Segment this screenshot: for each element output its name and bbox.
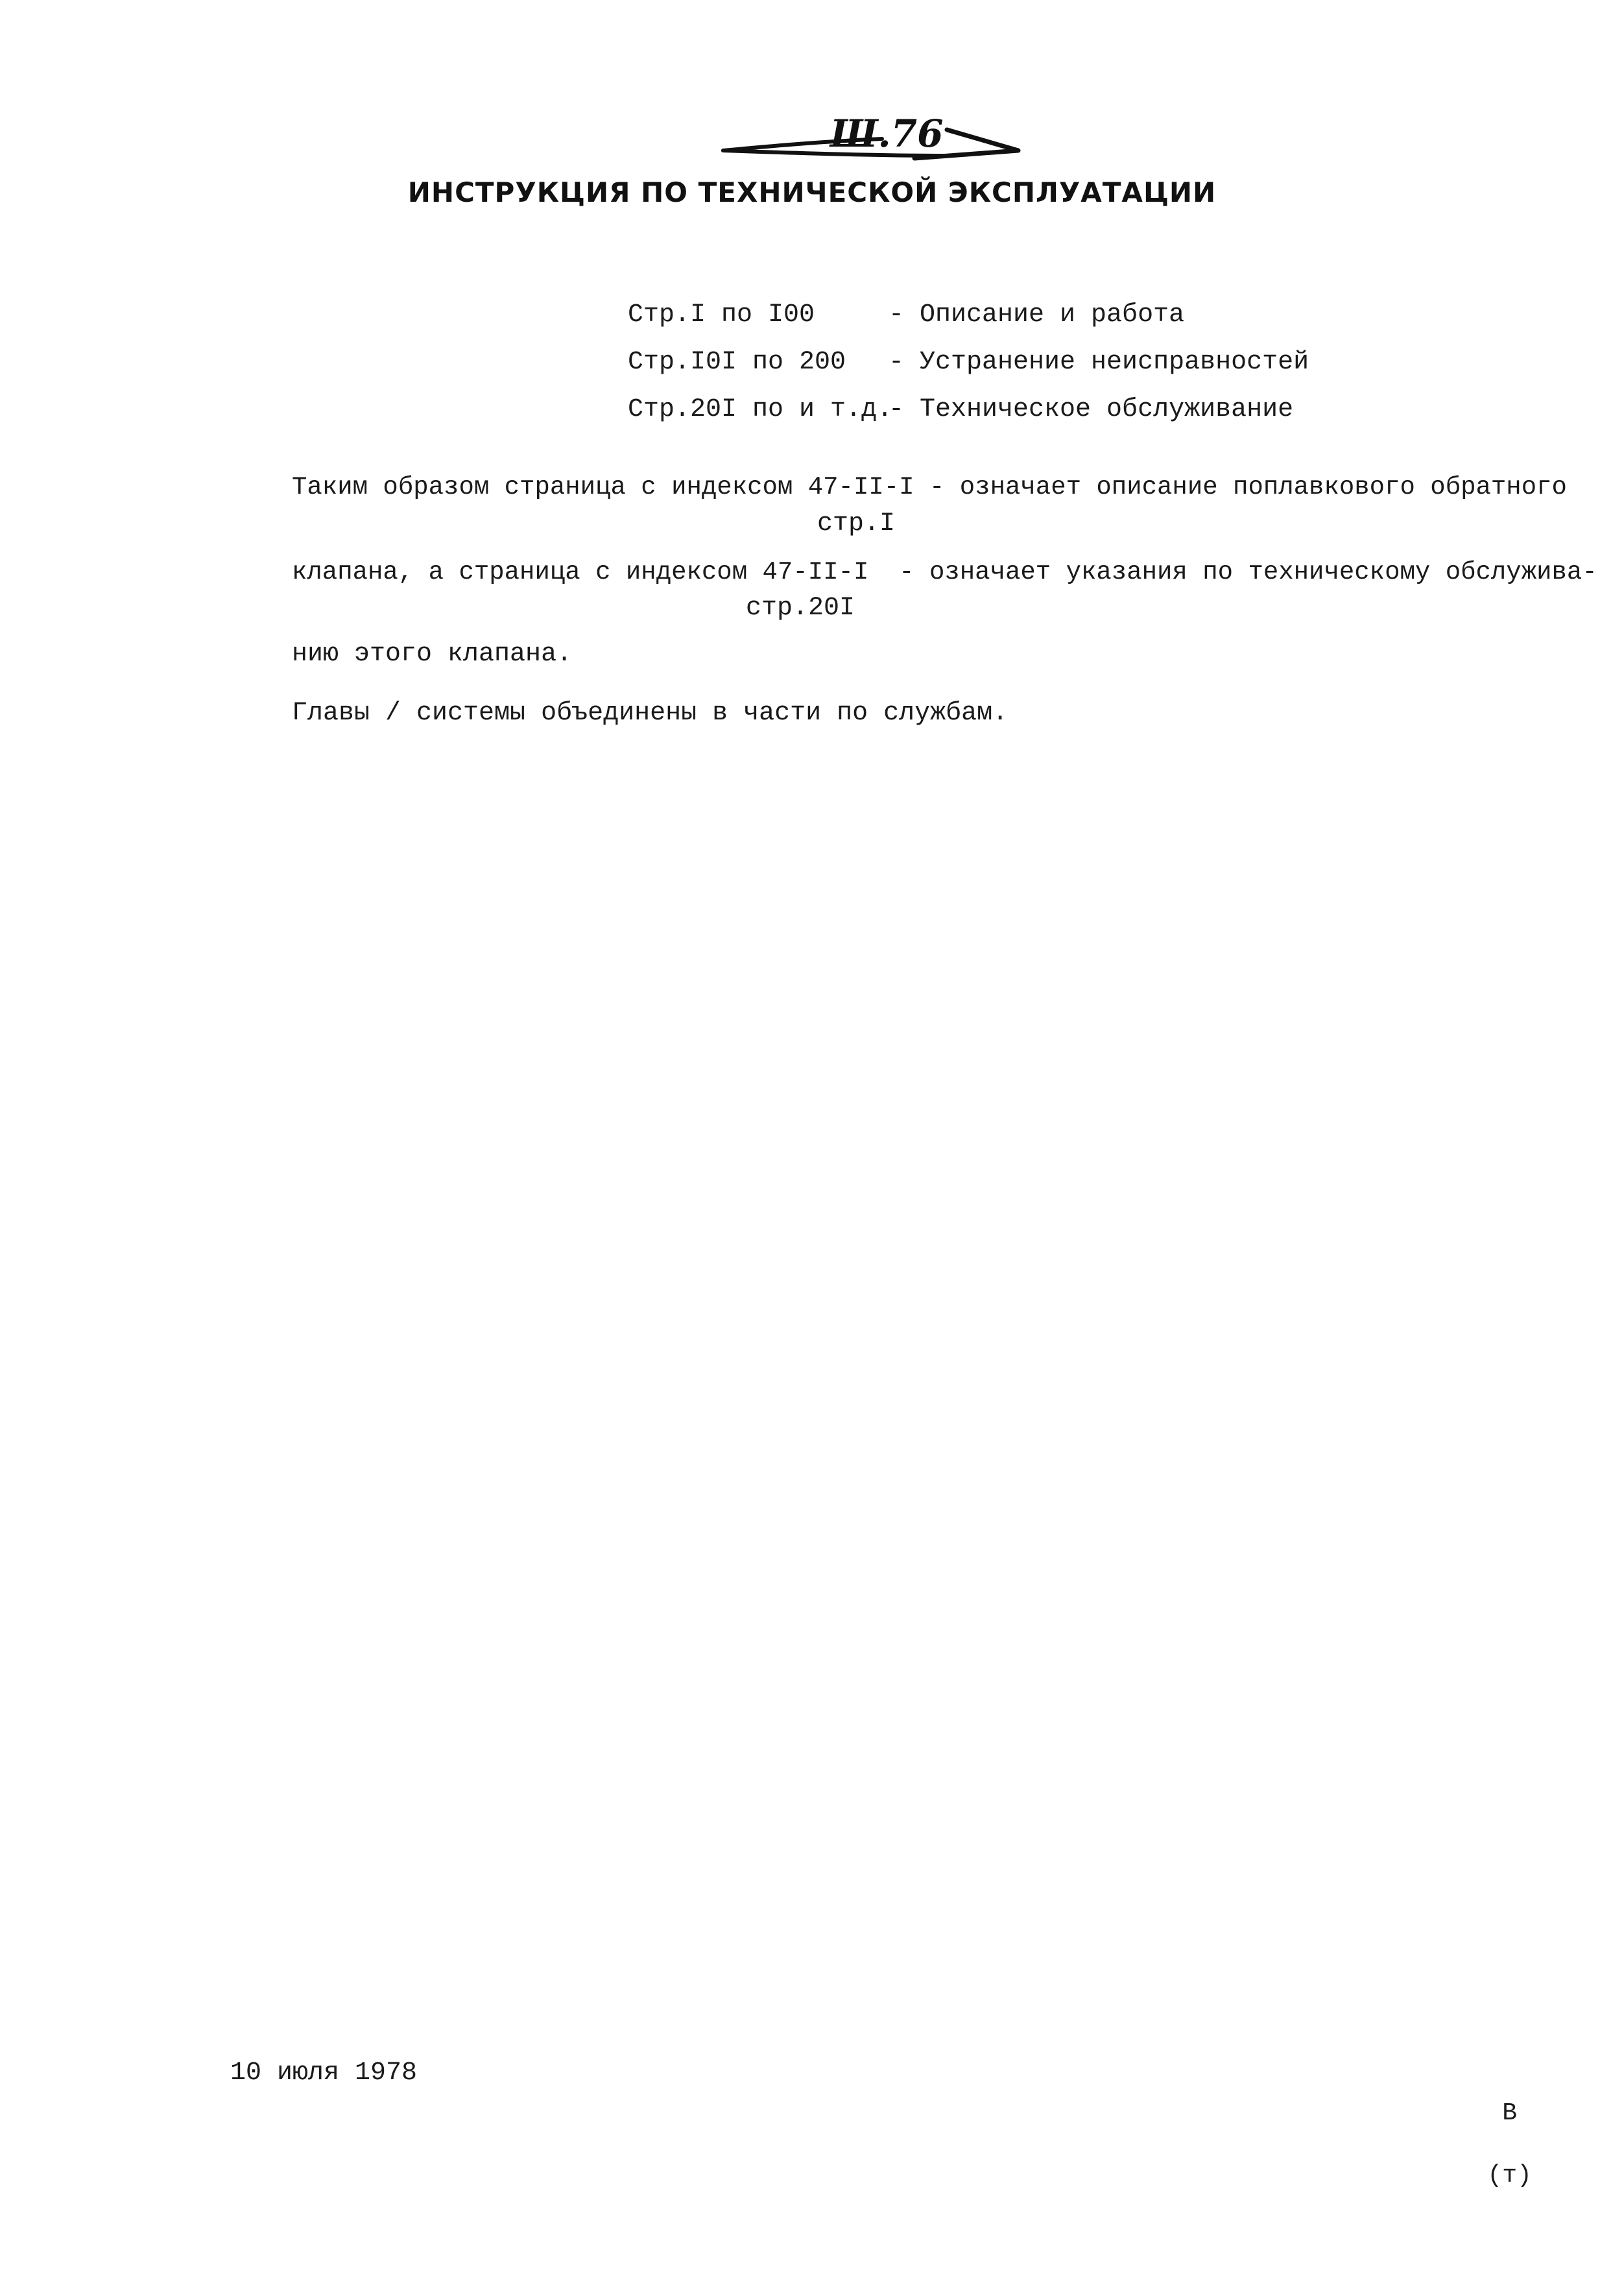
page-subscript: стр.20I xyxy=(746,594,855,623)
page-title: ИНСТРУКЦИЯ ПО ТЕХНИЧЕСКОЙ ЭКСПЛУАТАЦИИ xyxy=(407,176,1217,208)
handwritten-mark xyxy=(720,110,1025,169)
paragraph-line: нию этого клапана. xyxy=(292,640,573,669)
section-range: Стр.20I по и т.д. xyxy=(628,395,893,424)
section-description: - Техническое обслуживание xyxy=(889,395,1294,424)
footer-date: 10 июля 1978 xyxy=(230,2058,418,2088)
section-description: - Устранение неисправностей xyxy=(889,348,1309,377)
paragraph-line: клапана, а страница с индексом 47-II-I - означает указания по техническому обслужива- xyxy=(292,558,1597,586)
handwritten-mark-text: Ш.76 xyxy=(830,112,944,156)
section-range: Стр.I0I по 200 xyxy=(628,348,846,377)
footer-code xyxy=(1480,2062,1539,2228)
section-description: - Описание и работа xyxy=(889,300,1185,330)
section-range: Стр.I по I00 xyxy=(628,300,815,330)
paragraph-line: Таким образом страница с индексом 47-II-I - означает описание поплавкового обратного xyxy=(292,473,1567,501)
footer-code-top: В xyxy=(1502,2099,1518,2127)
footer-code-bottom: (т) xyxy=(1487,2162,1532,2189)
paragraph-line: Главы / системы объединены в части по службам. xyxy=(292,699,1009,728)
page-subscript: стр.I xyxy=(817,509,896,538)
